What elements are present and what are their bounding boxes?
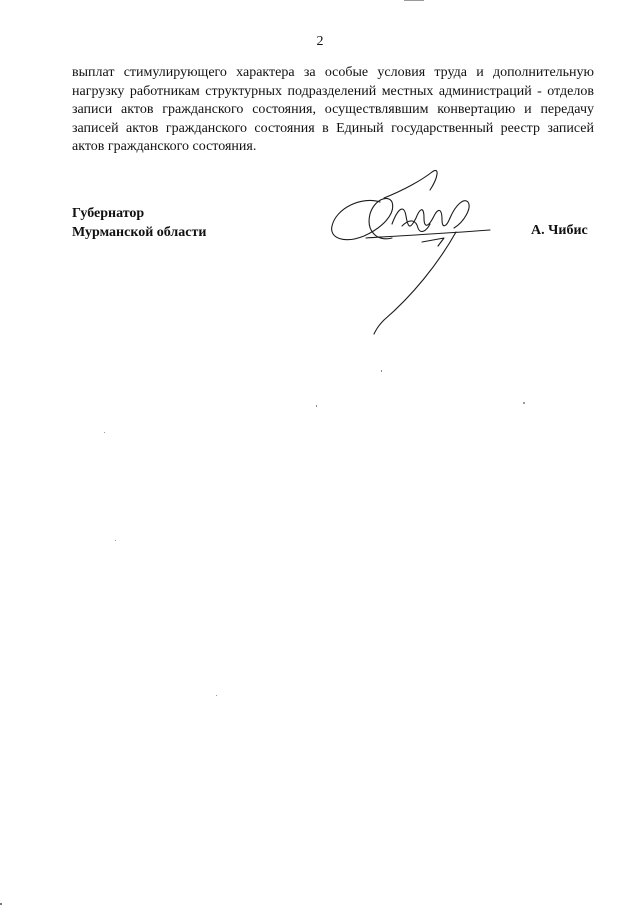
signatory-title [72,204,206,242]
scan-speck [104,432,105,433]
signature-icon [326,168,502,344]
page-number: 2 [316,34,324,49]
scan-edge-mark [404,0,424,1]
signatory-name: А. Чибис [531,223,588,238]
scan-speck [381,370,382,372]
scan-speck [316,405,317,407]
scan-speck [115,540,116,541]
signatory-title-line1: Губернатор [72,206,145,221]
signatory-title-line2: Мурманской области [72,225,207,240]
body-paragraph: выплат стимулирующего характера за особые условия труда и дополнительную нагрузку работникам структурных подразделений местных администраций - отделов записи актов гражданского состояния, осуществлявшим конвертацию и передачу записей актов гражданского состояния в Единый государственный реестр записей актов гражданского состояния. [72,65,594,154]
scan-speck [523,402,525,404]
scan-speck [216,695,217,696]
